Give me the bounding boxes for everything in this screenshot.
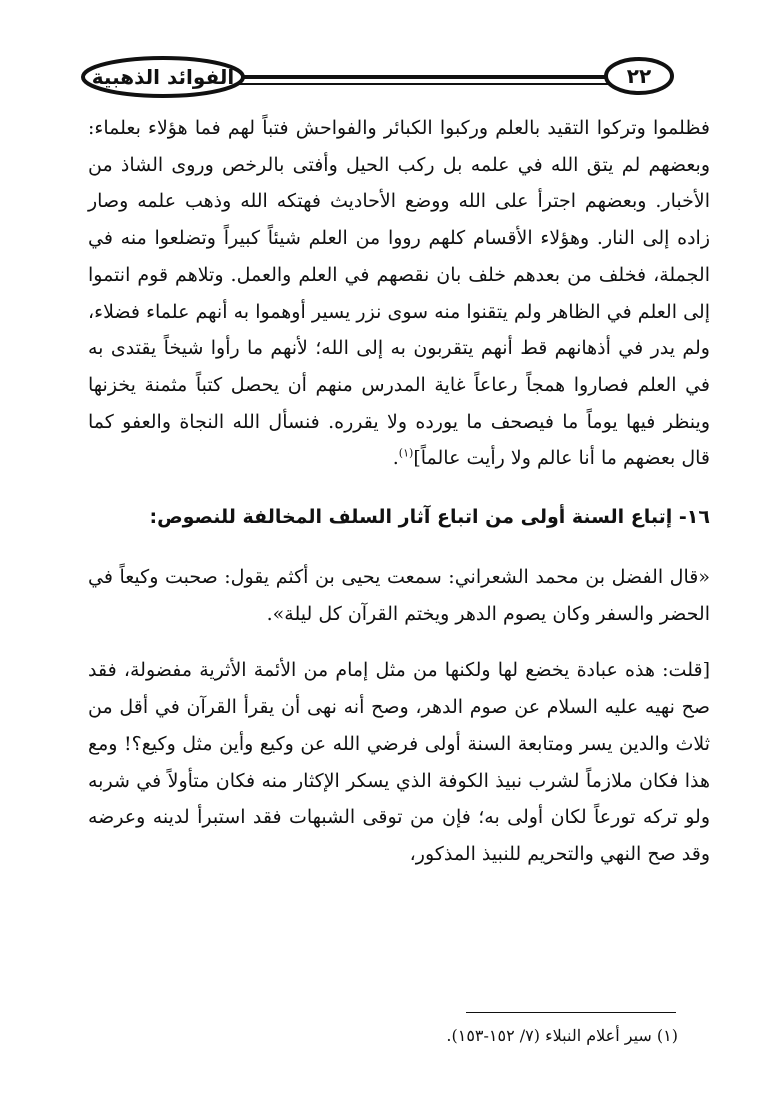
paragraph-3-commentary: [قلت: هذه عبادة يخضع لها ولكنها من مثل إمام من الأئمة الأثرية مفضولة، فقد صح نهيه عليه السلام عن صوم الدهر، وصح أنه نهى أن يقرأ القرآن في أقل من ثلاث والدين يسر ومتابعة السنة أولى فرضي الله عن وكيع وأين مثل وكيع؟! ومع هذا فكان ملازماً لشرب نبيذ الكوفة الذي يسكر الإكثار منه فكان متأولاً في شربه ولو تركه تورعاً لكان أولى به؛ فإن من توقى الشبهات فقد استبرأ لدينه وعرضه وقد صح النهي والتحريم للنبيذ المذكور،: [88, 659, 710, 865]
section-heading: ١٦- إتباع السنة أولى من اتباع آثار السلف المخالفة للنصوص:: [149, 506, 710, 529]
paragraph-1-end: .: [392, 447, 399, 470]
paragraph-1: [88, 110, 710, 477]
paragraph-1-text: فظلموا وتركوا التقيد بالعلم وركبوا الكبائر والفواحش فتباً لهم فما هؤلاء بعلماء: وبعضهم لم يتق الله في علمه بل ركب الحيل وأفتى بالرخص وروى الشاذ من الأخبار. وبعضهم اجترأ على الله ووضع الأحاديث فهتكه الله وذهب علمه وصار زاده إلى النار. وهؤلاء الأقسام كلهم رووا من العلم شيئاً كبيراً وتضلعوا منه في الجملة، فخلف من بعدهم خلف بان نقصهم في العلم والعمل. وتلاهم قوم انتموا إلى العلم في الظاهر ولم يتقنوا منه سوى نزر يسير أوهموا به أنهم علماء فضلاء، ولم يدر في أذهانهم قط أنهم يتقربون به إلى الله؛ لأنهم ما رأوا شيخاً يقتدى به في العلم فصاروا همجاً رعاعاً غاية المدرس منهم أن يحصل كتباً مثمنة يخزنها وينظر فيها يوماً ما فيصحف ما يورده ولا يقرره. فنسأل الله النجاة والعفو كما قال بعضهم ما أنا عالم ولا رأيت عالماً]: [88, 117, 710, 470]
page-body: [88, 110, 710, 873]
paragraph-2-quote: «قال الفضل بن محمد الشعراني: سمعت يحيى بن أكثم يقول: صحبت وكيعاً في الحضر والسفر وكان يصوم الدهر ويختم القرآن كل ليلة».: [88, 566, 710, 625]
footnote-separator: [466, 1012, 676, 1013]
footnote: (١) سير أعلام النبلاء (٧/ ١٥٢-١٥٣).: [446, 1026, 678, 1045]
footnote-reference: (١): [398, 447, 414, 460]
page-header: [0, 0, 758, 110]
running-head-title: الفوائد الذهبية: [91, 65, 235, 89]
page-number: ٢٢: [626, 64, 652, 88]
